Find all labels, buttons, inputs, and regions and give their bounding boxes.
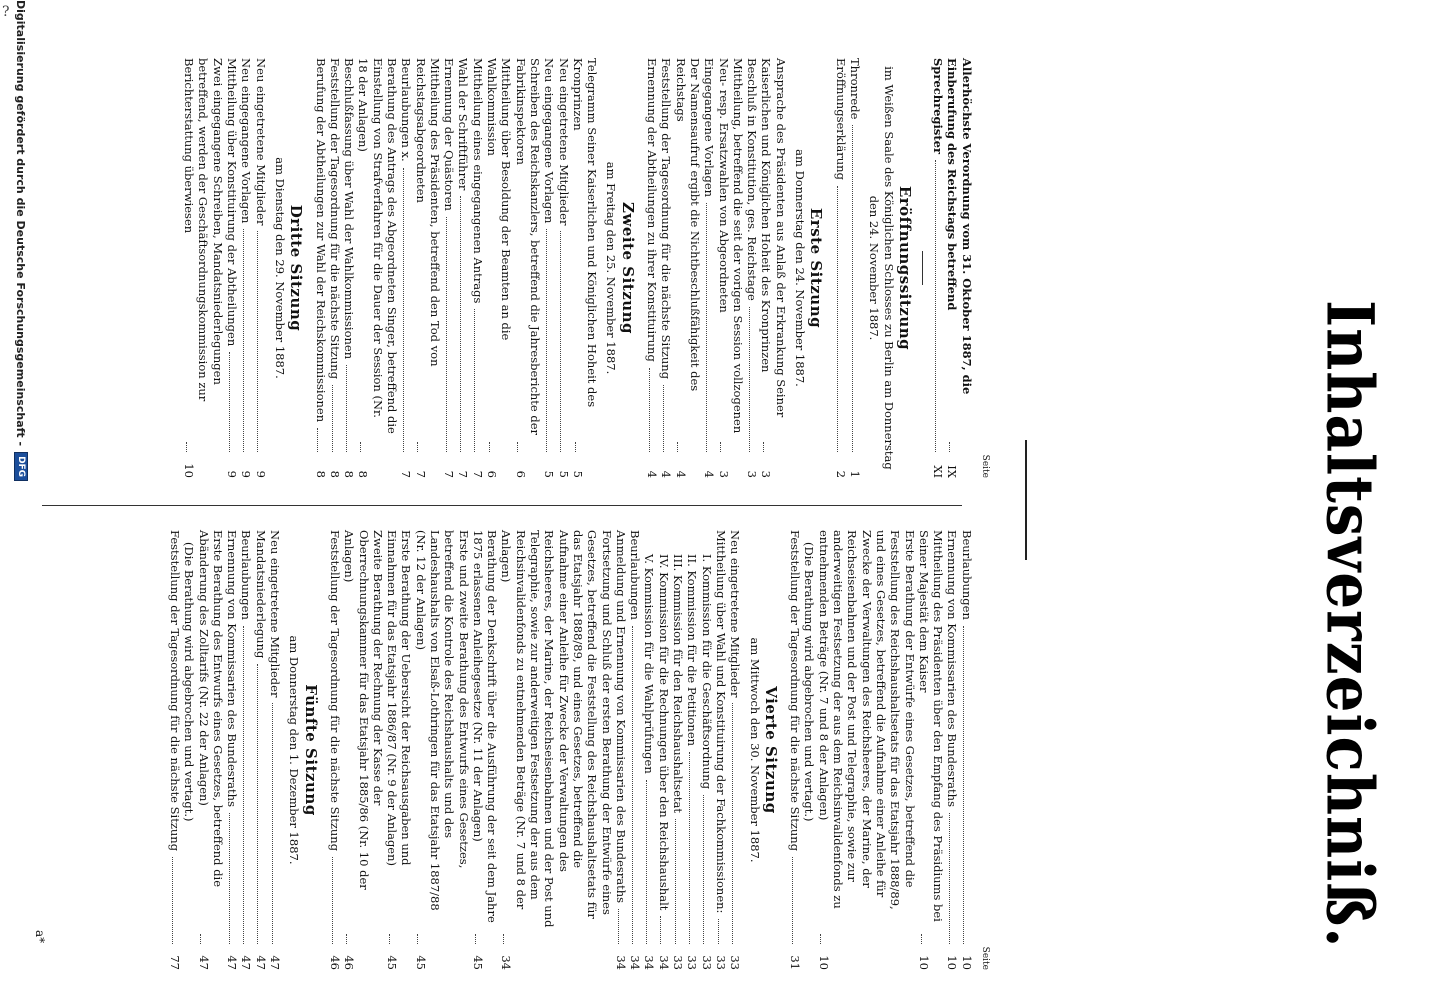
session-heading: Fünfte Sitzung <box>301 684 320 816</box>
toc-entry <box>833 58 847 478</box>
toc-entry-text: Beschlußfassung über Wahl der Wahlkommissionen <box>342 58 357 360</box>
leader-dots <box>706 203 707 452</box>
toc-entry <box>442 58 456 478</box>
section-rule <box>922 251 923 285</box>
toc-entry-text: Erste und zweite Berathung des Entwurfs eines Gesetzes, betreffend die Kontrole des Reichshaushalts und des Landeshaushalts von Elsaß-Lothringen für das Etatsjahr 1887/88 (Nr. 12 der Anlagen) <box>413 530 471 911</box>
leader-dots <box>257 231 258 452</box>
toc-page-number: 9 <box>253 470 268 478</box>
toc-entry-text: Berufung der Abtheilungen zur Wahl der Reichskommissionen <box>313 58 328 423</box>
toc-page-number: 34 <box>628 955 643 970</box>
toc-entry <box>225 530 239 970</box>
toc-entry-text: Ernennung von Kommissarien des Bundesraths <box>945 530 960 807</box>
toc-page-number: 5 <box>556 470 571 478</box>
toc-entry <box>702 58 716 478</box>
toc-entry-text: Berathung der Denkschrift über die Ausführung der seit dem Jahre 1875 erlassenen Anleihegesetze (Nr. 11 der Anlagen) <box>470 530 500 923</box>
toc-page-number: 10 <box>916 955 931 970</box>
toc-entry-text: II. Kommission für die Petitionen <box>685 554 700 747</box>
leader-dots <box>792 857 793 944</box>
toc-entry <box>168 530 182 970</box>
toc-entry <box>931 58 945 478</box>
toc-entry-text: Beschluß in Konstitution, ges. Reichstage <box>745 58 760 301</box>
leader-dots <box>475 934 476 944</box>
toc-page-number: 47 <box>196 955 211 970</box>
toc-page-number: 31 <box>788 955 803 970</box>
toc-entry-text: Mittheilung des Präsidenten, betreffend den Tod von Reichstagsabgeordneten <box>413 58 442 367</box>
toc-entry-text: Erste Berathung der Entwürfe eines Gesetzes, betreffend die Feststellung des Reichshaushaltsetats für das Etatsjahr 1888/89, und eines Gesetzes, betreffend die Aufnahme einer Anleihe für Zwecke der Verwaltungen des Reichsheeres, der Marine, der Reichseisenbahnen und der Post und Telegraphie, sowie zur anderweitigen Festsetzung der aus dem Reichsinvalidenfonds zu entnehmenden Beträge (Nr. 7 und 8 der Anlagen) <box>816 530 917 910</box>
toc-page-number: 33 <box>685 955 700 970</box>
page-column-label: Seite <box>980 946 990 970</box>
toc-entry-text: (Die Berathung wird abgebrochen und vertagt.) <box>182 542 197 822</box>
toc-entry <box>485 58 514 478</box>
toc-entry <box>816 530 916 970</box>
toc-entry-text: Sprechregister <box>931 58 946 155</box>
toc-entry-text: Allerhöchste Verordnung vom 31. Oktober 1887, die Einberufung des Reichstags betreffend <box>945 58 974 395</box>
toc-page-number: 46 <box>327 955 342 970</box>
toc-entry <box>471 530 500 970</box>
leader-dots <box>243 626 244 944</box>
toc-page-number: 47 <box>268 955 283 970</box>
leader-dots <box>517 442 518 452</box>
toc-page-number: 34 <box>656 955 671 970</box>
leader-dots <box>546 229 547 452</box>
toc-entry-text: Erste Berathung des Entwurfs eines Gesetzes, betreffend die Abänderung des Zolltarifs (Nr. 22 der Anlagen) <box>196 530 225 888</box>
toc-entry <box>556 58 570 478</box>
leader-dots <box>820 934 821 944</box>
session-heading: Dritte Sitzung <box>287 204 306 332</box>
toc-entry <box>945 58 974 478</box>
scan-corner-mark: ? <box>2 4 10 20</box>
toc-entry-text: I. Kommission für die Geschäftsordnung <box>699 554 714 790</box>
leader-dots <box>689 752 690 944</box>
leader-dots <box>317 428 318 452</box>
toc-page-number: 2 <box>833 470 848 478</box>
toc-entry <box>671 530 685 970</box>
toc-page-number: 7 <box>399 470 414 478</box>
toc-entry <box>239 58 253 478</box>
toc-page-number: 7 <box>456 470 471 478</box>
session-date: am Dienstag den 29. November 1887. <box>272 157 287 379</box>
toc-entry <box>659 58 673 478</box>
leader-dots <box>763 442 764 452</box>
leader-dots <box>200 934 201 944</box>
toc-entry-text: Beurlaubungen <box>628 530 643 620</box>
leader-dots <box>646 780 647 944</box>
toc-entry-text: Fortsetzung und Schluß der ersten Berathung der Entwürfe eines Gesetzes, betreffend die Feststellung des Reichshaushaltsetats für das Etatsjahr 1888/89, und eines Gesetzes, betreffend die Aufnahme einer Anleihe für Zwecke der Verwaltungen des Reichsheeres, der Marine, der Reichseisenbahnen und der Post und Telegraphie, sowie zur anderweitigen Festsetzung der aus dem Reichsinvalidenfonds zu entnehmenden Beträge (Nr. 7 und 8 der Anlagen) <box>499 530 614 928</box>
toc-entry-text: Thronrede <box>847 58 862 120</box>
toc-entry <box>513 58 542 478</box>
toc-entry-text: Ernennung der Quästoren <box>442 58 457 211</box>
column-divider <box>42 505 962 506</box>
leader-dots <box>649 368 650 452</box>
toc-page-number: 6 <box>513 470 528 478</box>
toc-page-number: 9 <box>239 470 254 478</box>
toc-entry-text: Beurlaubungen <box>959 530 974 620</box>
toc-entry-text: (Die Berathung wird abgebrochen und vertagt.) <box>802 542 817 822</box>
toc-entry <box>848 58 862 478</box>
toc-page-number: 4 <box>659 470 674 478</box>
leader-dots <box>346 365 347 452</box>
toc-entry <box>499 530 613 970</box>
page-signature-mark: a* <box>33 930 47 944</box>
toc-entry-text: Feststellung der Tagesordnung für die nächste Sitzung <box>167 530 182 852</box>
leader-dots <box>257 664 258 944</box>
session-date: am Donnerstag den 1. Dezember 1887. <box>287 635 302 865</box>
leader-dots <box>389 934 390 944</box>
leader-dots <box>935 160 936 452</box>
leader-dots <box>632 626 633 944</box>
toc-page-number: 33 <box>671 955 686 970</box>
toc-entry-text: Eröffnungserklärung <box>833 58 848 180</box>
toc-entry-text: IV. Kommission für die Rechnungen über den Reichshaushalt <box>656 554 671 911</box>
session-date: im Weißen Saale des Königlichen Schlosses zu Berlin am Donnerstag den 24. November 1887. <box>867 66 896 470</box>
session-date: am Donnerstag den 24. November 1887. <box>793 149 808 387</box>
toc-entry <box>745 58 759 478</box>
toc-entry-text: Feststellung der Tagesordnung für die nächste Sitzung <box>327 58 342 380</box>
toc-page-number: 45 <box>385 955 400 970</box>
leader-dots <box>446 217 447 452</box>
leader-dots <box>575 442 576 452</box>
toc-page-number: 1 <box>847 470 862 478</box>
toc-page-number: 9 <box>225 470 240 478</box>
toc-entry <box>614 530 628 970</box>
page-column-label: Seite <box>980 454 990 478</box>
dfg-logo: DFG <box>14 452 28 481</box>
toc-entry-text: Zweite Berathung der Rechnung der Kasse der Oberrechnungskammer für das Etatsjahr 1885/86 (Nr. 10 der Anlagen) <box>342 530 385 890</box>
leader-dots <box>229 352 230 452</box>
toc-entry <box>328 58 342 478</box>
toc-entry-text: Mittheilung eines eingegangenen Antrags <box>470 58 485 304</box>
toc-entry <box>196 530 225 970</box>
toc-entry-text: Wahl der Schriftführer <box>456 58 471 191</box>
leader-dots <box>660 916 661 944</box>
toc-entry-text: Feststellung der Tagesordnung für die nächste Sitzung <box>788 530 803 852</box>
leader-dots <box>332 857 333 944</box>
toc-page-number: 45 <box>413 955 428 970</box>
toc-entry <box>571 58 600 478</box>
toc-entry-text: Mittheilung, betreffend die seit der vorigen Session vollzogenen Neu- resp. Ersatzwahlen von Abgeordneten <box>716 58 745 434</box>
toc-entry <box>656 530 670 970</box>
toc-entry <box>182 530 196 970</box>
toc-entry <box>542 58 556 478</box>
digitization-footer <box>10 0 32 1000</box>
title-rule <box>1025 440 1027 560</box>
leader-dots <box>675 819 676 944</box>
toc-page-number: 8 <box>342 470 357 478</box>
toc-entry <box>714 530 728 970</box>
session-date: am Freitag den 25. November 1887. <box>604 161 619 375</box>
toc-page-number: XI <box>931 465 946 478</box>
toc-page-number: 6 <box>485 470 500 478</box>
toc-page-number: 3 <box>716 470 731 478</box>
toc-left-column <box>182 58 992 478</box>
leader-dots <box>243 229 244 452</box>
leader-dots <box>332 385 333 452</box>
toc-entry-text: Mittheilung des Präsidenten über den Empfang des Präsidiums bei Seiner Majestät dem Kaiser <box>916 530 946 922</box>
session-heading: Eröffnungssitzung <box>895 185 914 351</box>
leader-dots <box>963 626 964 944</box>
toc-entry-text: Beurlaubungen <box>239 530 254 620</box>
session-heading: Erste Sitzung <box>807 207 826 329</box>
toc-entry <box>673 58 702 478</box>
toc-entry-text: Neu eingegangene Vorlagen <box>239 58 254 224</box>
leader-dots <box>749 307 750 452</box>
toc-page-number: 10 <box>816 955 831 970</box>
leader-dots <box>360 442 361 452</box>
toc-entry-text: Mittheilung über Wahl und Konstituirung der Fachkommissionen: <box>713 530 728 914</box>
toc-entry-text: Berathung des Antrags des Abgeordneten Singer, betreffend die Einstellung von Strafverfahren für die Dauer der Session (Nr. 18 der Anlagen) <box>356 58 400 434</box>
session-heading: Vierte Sitzung <box>761 686 780 814</box>
toc-entry-text: Erste Berathung der Uebersicht der Reichsausgaben und Einnahmen für das Etatsjahr 1886/87 (Nr. 9 der Anlagen) <box>385 530 414 867</box>
toc-page-number: 34 <box>499 955 514 970</box>
toc-page-number: IX <box>945 465 960 478</box>
toc-page-number: 4 <box>673 470 688 478</box>
leader-dots <box>949 813 950 944</box>
toc-entry <box>328 530 342 970</box>
toc-entry <box>788 530 802 970</box>
toc-entry <box>225 58 239 478</box>
toc-entry <box>356 58 399 478</box>
toc-entry-text: Telegramm Seiner Kaiserlichen und Königlichen Hoheit des Kronprinzen <box>570 58 600 408</box>
session-date: am Mittwoch den 30. November 1887. <box>747 637 762 863</box>
toc-entry <box>728 530 742 970</box>
toc-entry <box>628 530 642 970</box>
leader-dots <box>503 934 504 944</box>
toc-page-number: 8 <box>313 470 328 478</box>
toc-entry-text: Feststellung der Tagesordnung für die nächste Sitzung <box>659 58 674 380</box>
toc-entry-text: Ernennung von Kommissarien des Bundesraths <box>225 530 240 807</box>
leader-dots <box>618 909 619 944</box>
toc-entry <box>342 58 356 478</box>
toc-entry-text: III. Kommission für den Reichshaushaltsetat <box>671 554 686 813</box>
toc-entry <box>716 58 745 478</box>
toc-page-number: 10 <box>959 955 974 970</box>
toc-entry-text: Eingegangene Vorlagen <box>702 58 717 198</box>
toc-entry <box>182 58 225 478</box>
leader-dots <box>703 795 704 944</box>
leader-dots <box>229 813 230 944</box>
toc-page-number: 5 <box>542 470 557 478</box>
toc-entry <box>645 58 659 478</box>
leader-dots <box>417 442 418 452</box>
toc-entry <box>699 530 713 970</box>
toc-entry-text: Schreiben des Reichskanzlers, betreffend die Jahresberichte der Fabrikinspektoren <box>513 58 542 436</box>
toc-entry-text: Ansprache des Präsidenten aus Anlaß der Erkrankung Seiner Kaiserlichen und Königlichen Hoheit des Kronprinzen <box>759 58 788 418</box>
toc-entry-text: Neu eingetretene Mitglieder <box>268 530 283 698</box>
toc-page-number: 47 <box>239 955 254 970</box>
toc-page-number: 45 <box>470 955 485 970</box>
toc-entry-text: Anmeldung und Ernennung von Kommissarien des Bundesraths <box>613 530 628 904</box>
toc-entry <box>959 530 973 970</box>
toc-entry <box>413 58 442 478</box>
toc-page-number: 46 <box>342 955 357 970</box>
toc-entry-text: Zwei eingegangene Schreiben, Mandatsniederlegungen betreffend, werden der Geschäftsordnungskommission zur Berichterstattung überwiesen <box>182 58 225 402</box>
leader-dots <box>852 125 853 452</box>
toc-page-number: 34 <box>613 955 628 970</box>
toc-page-number: 47 <box>253 955 268 970</box>
toc-page-number: 47 <box>225 955 240 970</box>
toc-entry <box>802 530 816 970</box>
toc-page-number: 7 <box>442 470 457 478</box>
toc-entry <box>917 530 946 970</box>
toc-entry-text: Beurlaubungen x. <box>399 58 414 162</box>
toc-entry-text: Der Namensaufruf ergibt die Nichtbeschlußfähigkeit des Reichstags <box>673 58 702 392</box>
toc-entry-text: Neu eingegangene Vorlagen <box>542 58 557 224</box>
leader-dots <box>475 309 476 452</box>
leader-dots <box>837 186 838 452</box>
toc-page-number: 5 <box>570 470 585 478</box>
toc-page-number: 10 <box>182 463 197 478</box>
toc-right-column <box>168 530 992 970</box>
leader-dots <box>921 934 922 944</box>
toc-entry-text: Mandatsniederlegung <box>253 530 268 659</box>
leader-dots <box>403 168 404 452</box>
footer-text: Digitalisierung gefördert durch die Deutsche Forschungsgemeinschaft - <box>14 0 28 447</box>
toc-entry-text: Neu eingetretene Mitglieder <box>556 58 571 226</box>
toc-entry <box>313 58 327 478</box>
toc-entry <box>471 58 485 478</box>
leader-dots <box>272 703 273 944</box>
toc-page-number: 3 <box>745 470 760 478</box>
leader-dots <box>346 934 347 944</box>
leader-dots <box>720 442 721 452</box>
leader-dots <box>718 919 719 944</box>
toc-page-number: 4 <box>645 470 660 478</box>
toc-entry-text: V. Kommission für die Wahlprüfungen <box>642 554 657 774</box>
toc-entry <box>413 530 470 970</box>
leader-dots <box>186 442 187 452</box>
toc-page-number: 7 <box>470 470 485 478</box>
toc-page-number: 8 <box>356 470 371 478</box>
toc-entry <box>239 530 253 970</box>
toc-entry-text: Ernennung der Abtheilungen zu ihrer Konstituirung <box>645 58 660 362</box>
toc-entry <box>399 58 413 478</box>
toc-entry <box>385 530 414 970</box>
toc-page-number: 10 <box>945 955 960 970</box>
toc-page-number: 3 <box>759 470 774 478</box>
toc-page-number: 77 <box>167 955 182 970</box>
toc-entry <box>342 530 385 970</box>
toc-entry <box>759 58 788 478</box>
toc-entry <box>642 530 656 970</box>
leader-dots <box>172 857 173 944</box>
toc-page-number: 8 <box>327 470 342 478</box>
toc-entry <box>268 530 282 970</box>
toc-entry <box>456 58 470 478</box>
toc-entry-text: Mittheilung über Besoldung der Beamten an die Wahlkommission <box>485 58 514 341</box>
toc-page-number: 34 <box>642 955 657 970</box>
toc-page-number: 33 <box>713 955 728 970</box>
session-heading: Zweite Sitzung <box>618 201 637 335</box>
toc-page-number: 4 <box>702 470 717 478</box>
leader-dots <box>949 442 950 452</box>
toc-entry-text: Feststellung der Tagesordnung für die nächste Sitzung <box>327 530 342 852</box>
toc-entry-text: Mittheilung über Konstituirung der Abtheilungen <box>225 58 240 347</box>
leader-dots <box>663 385 664 452</box>
leader-dots <box>460 196 461 452</box>
leader-dots <box>732 703 733 944</box>
toc-entry <box>253 530 267 970</box>
page-title: Inhaltsverzeichniß. <box>1311 300 1389 949</box>
leader-dots <box>560 231 561 452</box>
toc-entry-text: Neu eingetretene Mitglieder <box>728 530 743 698</box>
toc-entry <box>253 58 267 478</box>
leader-dots <box>677 442 678 452</box>
toc-entry-text: Neu eingetretene Mitglieder <box>253 58 268 226</box>
toc-entry <box>685 530 699 970</box>
leader-dots <box>417 934 418 944</box>
leader-dots <box>489 442 490 452</box>
toc-entry <box>945 530 959 970</box>
toc-page-number: 33 <box>699 955 714 970</box>
toc-page-number: 33 <box>728 955 743 970</box>
toc-page-number: 7 <box>413 470 428 478</box>
